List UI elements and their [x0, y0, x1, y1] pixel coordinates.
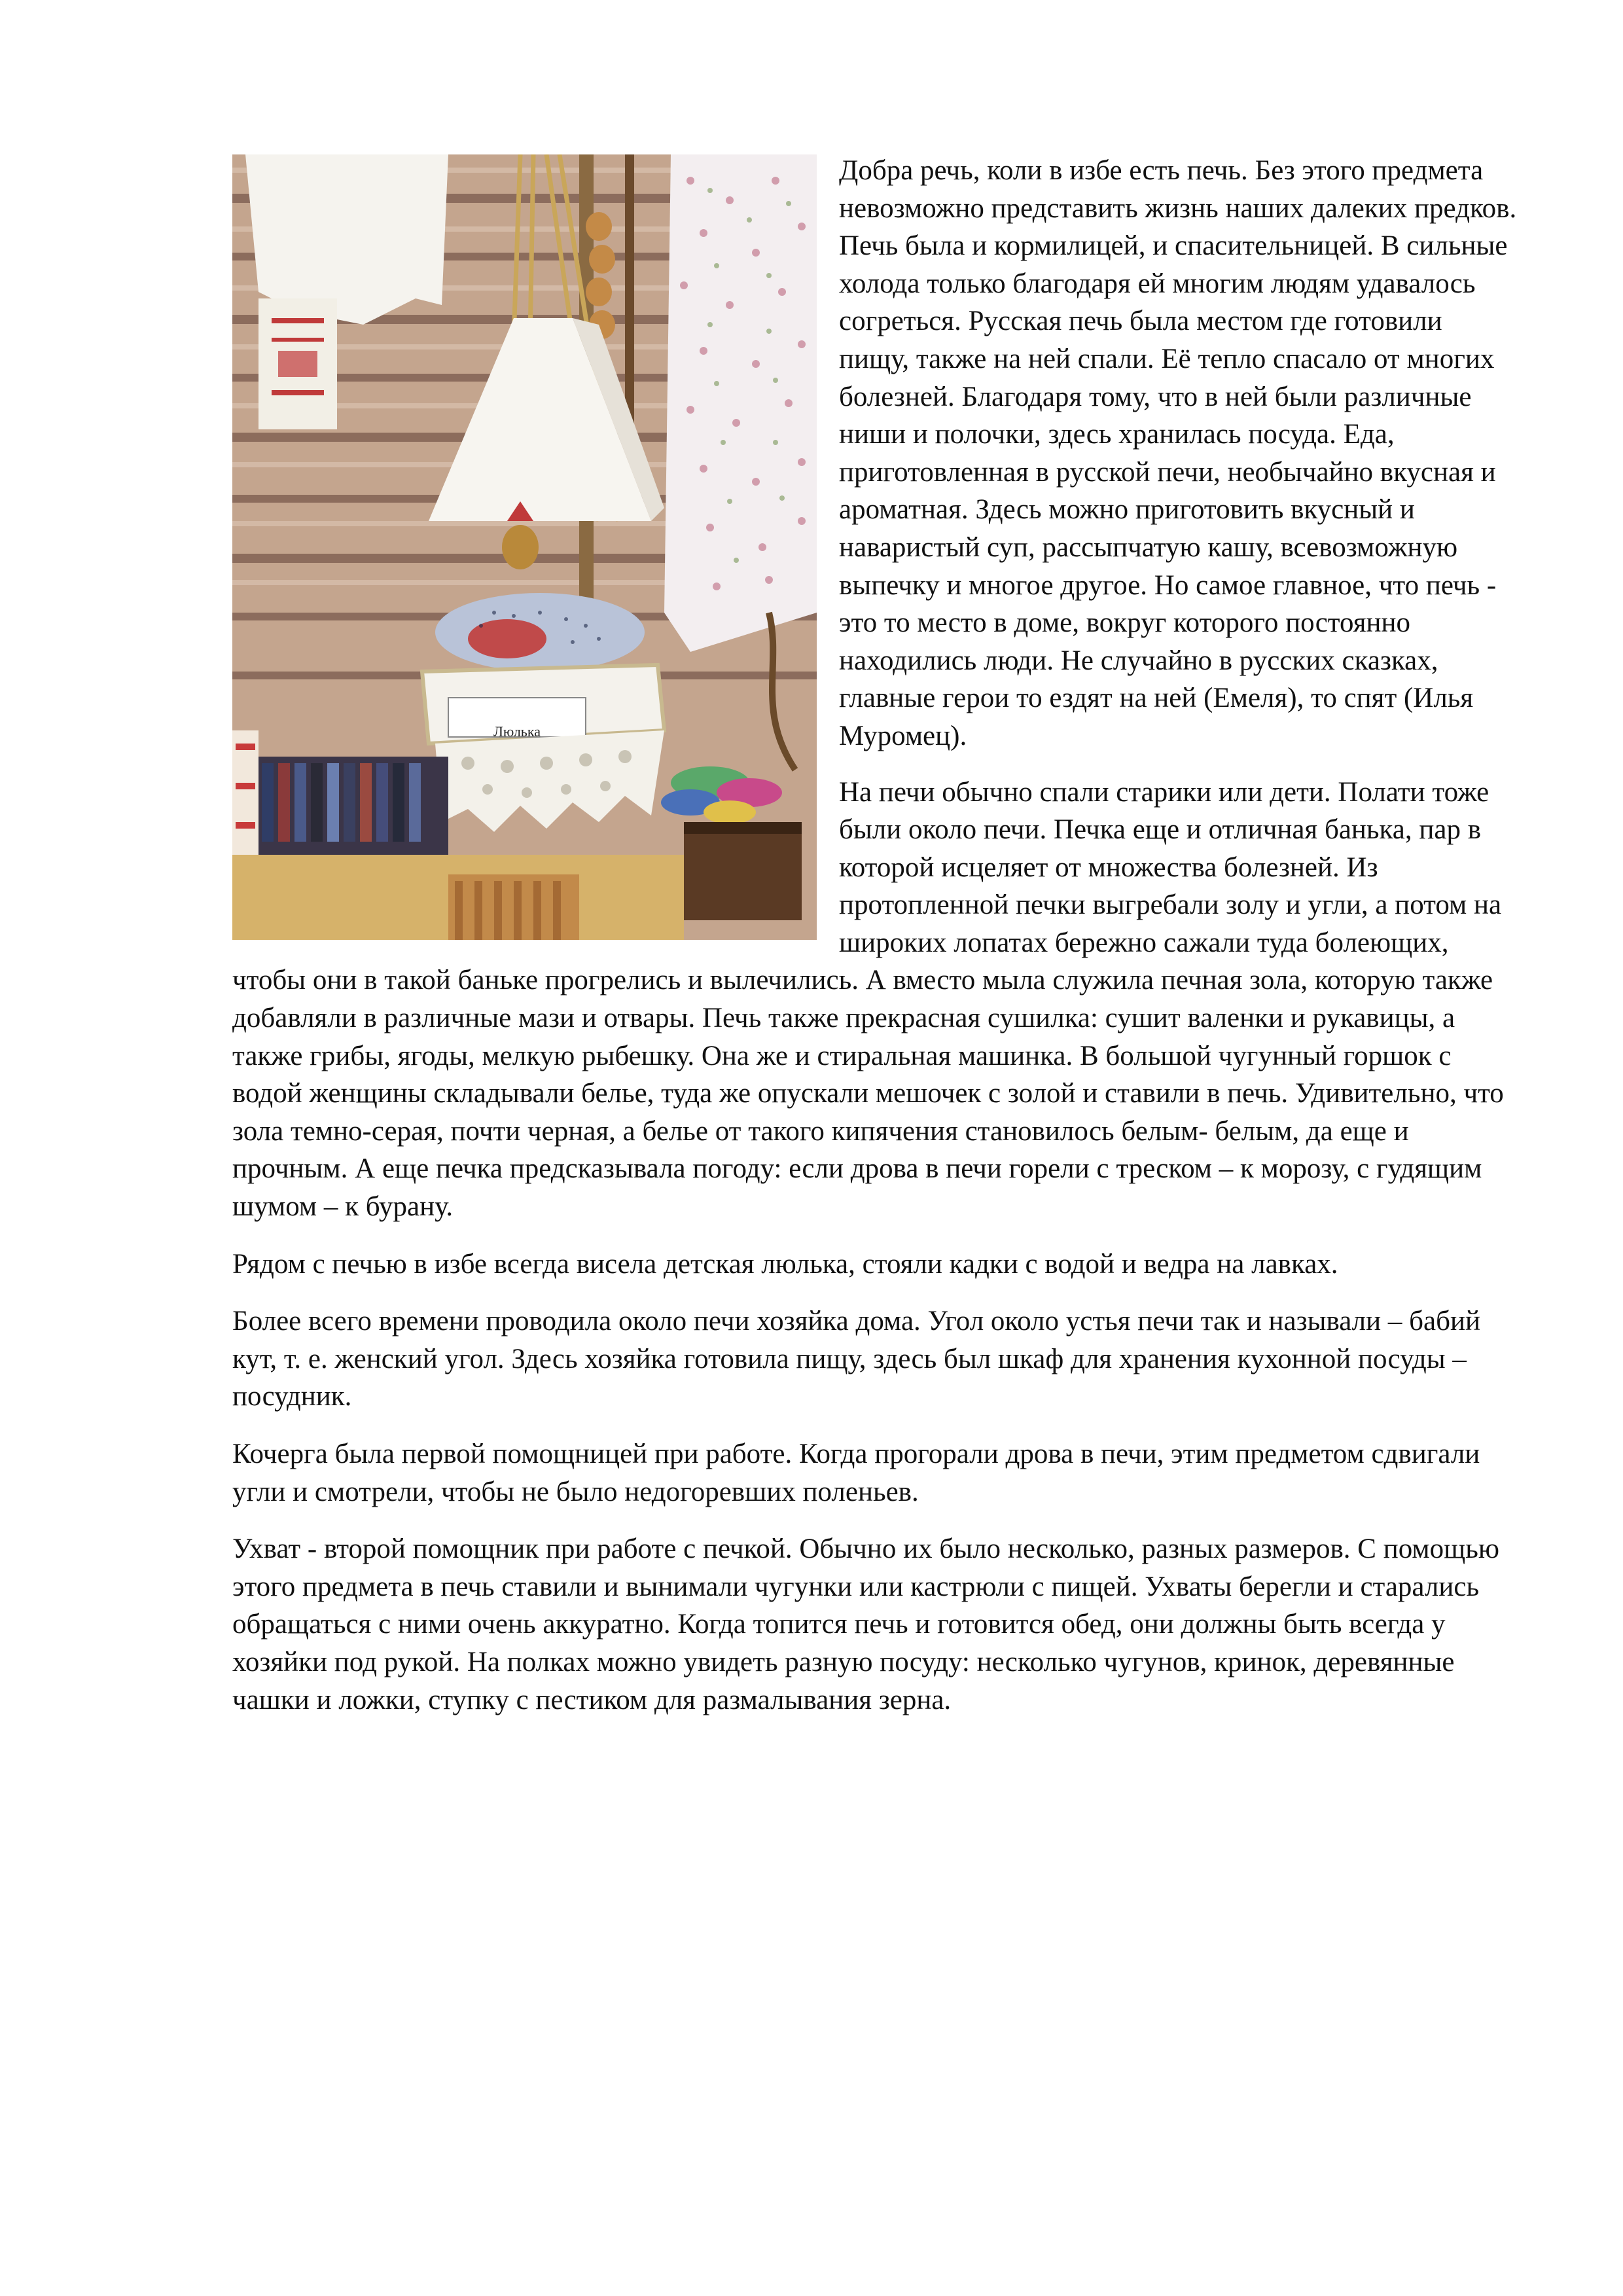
paragraph-5: Кочерга была первой помощницей при работе. Когда прогорали дрова в печи, этим предметом сдвигали угли и смотрели, чтобы не было недогоревших поленьев. [232, 1439, 1480, 1507]
paragraph-2: На печи обычно спали старики или дети. Полати тоже были около печи. Печка еще и отличная банька, пар в которой исцеляет от множества болезней. Из протопленной печки выгребали золу и угли, а потом на широких лопатах бережно сажали туда болеющих, чтобы они в такой баньке прогрелись и вылечились. А вместо мыла служила печная зола, которую также добавляли в различные мази и отвары. Печь также прекрасная сушилка: сушит валенки и рукавицы, а также грибы, ягоды, мелкую рыбешку. Она же и стиральная машинка. В большой чугунный горшок с водой женщины складывали белье, туда же опускали мешочек с золой и ставили в печь. Удивительно, что зола темно-серая, почти черная, а белье от такого кипячения становилось белым- белым, да еще и прочным. А еще печка предсказывала погоду: если дрова в печи горели с треском – к морозу, с гудящим шумом – к бурану. [232, 776, 1504, 1223]
paragraph-3: Рядом с печью в избе всегда висела детская люлька, стояли кадки с водой и ведра на лавках. [232, 1248, 1338, 1280]
cradle-photo [232, 154, 817, 940]
paragraph-4: Более всего времени проводила около печи хозяйка дома. Угол около устья печи так и называли – бабий кут, т. е. женский угол. Здесь хозяйка готовила пищу, здесь был шкаф для хранения кухонной посуды – посудник. [232, 1306, 1480, 1412]
article-body [232, 152, 1518, 1738]
cradle-sign-label: Люлька [493, 723, 541, 740]
paragraph-6: Ухват - второй помощник при работе с печкой. Обычно их было несколько, разных размеров. С помощью этого предмета в печь ставили и вынимали чугунки или кастрюли с пищей. Ухваты берегли и старались обращаться с ними очень аккуратно. Когда топится печь и готовится обед, они должны быть всегда у хозяйки под рукой. На полках можно увидеть разную посуду: несколько чугунов, кринок, деревянные чашки и ложки, ступку с пестиком для размалывания зерна. [232, 1534, 1499, 1715]
cradle-photo-illustration [232, 154, 817, 940]
paragraph-1: Добра речь, коли в избе есть печь. Без этого предмета невозможно представить жизнь наших далеких предков. Печь была и кормилицей, и спасительницей. В сильные холода только благодаря ей многим людям удавалось согреться. Русская печь была местом где готовили пищу, также на ней спали. Её тепло спасало от многих болезней. Благодаря тому, что в ней были различные ниши и полочки, здесь хранилась посуда. Еда, приготовленная в русской печи, необычайно вкусная и ароматная. Здесь можно приготовить вкусный и наваристый суп, рассыпчатую кашу, всевозможную выпечку и многое другое. Но самое главное, что печь - это то место в доме, вокруг которого постоянно находились люди. Не случайно в русских сказках, главные герои то ездят на ней (Емеля), то спят (Илья Муромец). [839, 155, 1517, 751]
